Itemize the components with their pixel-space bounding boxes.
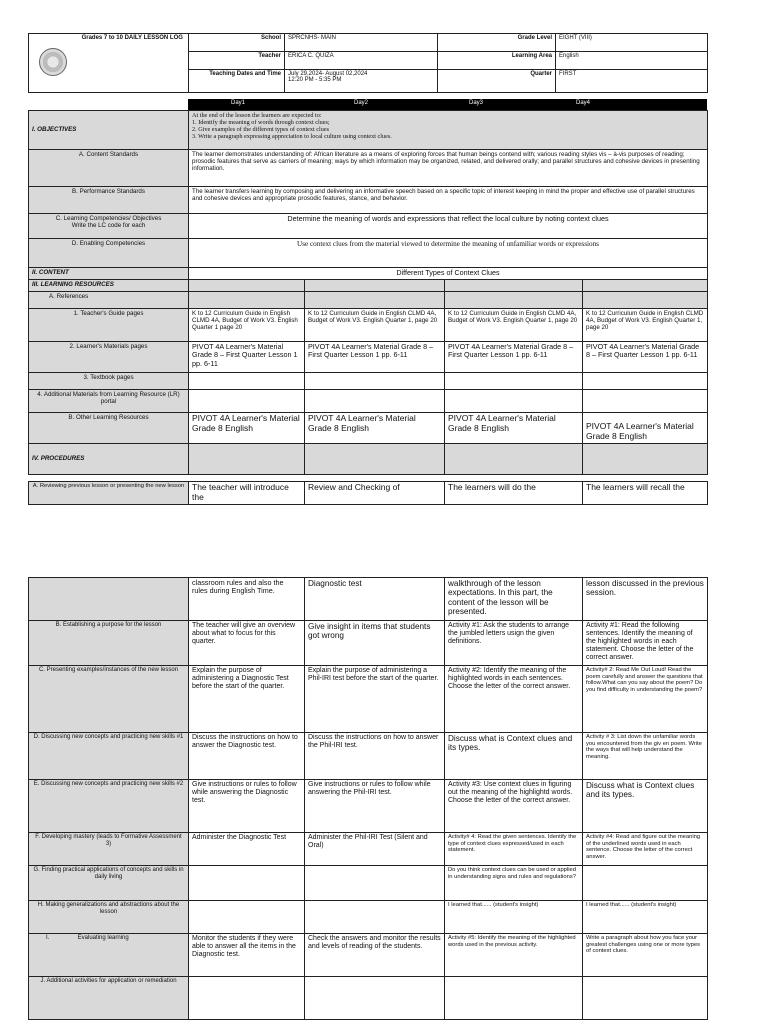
review-cell: classroom rules and also the rules during English Time. <box>189 578 305 621</box>
purpose-cell: Activity #1: Ask the students to arrange the jumbled letters usign the given definitions. <box>445 621 583 666</box>
other-resources-cell: PIVOT 4A Learner's Material Grade 8 English <box>583 413 708 444</box>
presenting-label: C. Presenting examples/instances of the new lesson <box>29 666 189 733</box>
generalizations-cell: I learned that...... (student's insight) <box>445 901 583 934</box>
competencies-row <box>29 214 708 239</box>
school-label: School <box>189 34 285 52</box>
tg-pages-cell: K to 12 Curriculum Guide in English CLMD 4A, Budget of Work V3. English Quarter 1, page 20 <box>583 309 708 342</box>
purpose-cell: Give insight in items that students got wrong <box>305 621 445 666</box>
remediation-row <box>29 977 708 1020</box>
enabling-text: Use context clues from the material viewed to determine the meaning of unfamiliar words or expressions <box>189 239 708 268</box>
review-cell: The teacher will introduce the <box>189 482 305 505</box>
performance-standards-text: The learner transfers learning by composing and delivering an informative speech based on a specific topic of interest keeping in mind the proper and effective use of parallel structures and cohesive devices and appropriate prosodic features, stance, and behavior. <box>189 187 708 214</box>
document-title: Grades 7 to 10 DAILY LESSON LOG <box>77 34 189 93</box>
competencies-text: Determine the meaning of words and expressions that reflect the local culture by noting context clues <box>189 214 708 239</box>
evaluating-title: Evaluating learning <box>77 935 129 941</box>
procedures-label: IV. PROCEDURES <box>29 444 189 475</box>
discussing1-cell: Discuss the instructions on how to answer the Diagnostic test. <box>189 733 305 780</box>
procedures-row <box>29 444 708 475</box>
area-label: Learning Area <box>438 52 556 70</box>
presenting-cell: Explain the purpose of administering a Diagnostic Test before the start of the quarter. <box>189 666 305 733</box>
quarter-label: Quarter <box>438 70 556 93</box>
review-cell: The learners will recall the <box>583 482 708 505</box>
header-table <box>28 33 708 93</box>
lesson-log-table <box>28 110 708 505</box>
discussing2-label: E. Discussing new concepts and practicing new skills #2 <box>29 780 189 833</box>
other-resources-cell: PIVOT 4A Learner's Material Grade 8 English <box>189 413 305 444</box>
references-row <box>29 292 708 309</box>
presenting-row <box>29 666 708 733</box>
presenting-cell: Explain the purpose of administering a Phil-IRI test before the start of the quarter. <box>305 666 445 733</box>
additional-label: 4. Additional Materials from Learning Resource (LR) portal <box>29 390 189 413</box>
discussing1-cell: Activity # 3: List down the unfamiliar words you encountered from the giv en poem. Write the ways that will help understand the meaning. <box>583 733 708 780</box>
teacher-label: Teacher <box>189 52 285 70</box>
lm-pages-cell: PIVOT 4A Learner's Material Grade 8 – First Quarter Lesson 1 pp. 6-11 <box>189 342 305 373</box>
content-row <box>29 268 708 280</box>
textbook-row <box>29 373 708 390</box>
tg-pages-cell: K to 12 Curriculum Guide in English CLMD 4A, Budget of Work V3. English Quarter 1, page 20 <box>445 309 583 342</box>
generalizations-label: H. Making generalizations and abstractions about the lesson <box>29 901 189 934</box>
mastery-cell: Activity #4: Read and figure out the meaning of the underlined words used in each sentence. Choose the letter of the correct answer. <box>583 833 708 866</box>
discussing1-cell: Discuss the instructions on how to answer the Phil-IRI test. <box>305 733 445 780</box>
quarter-value: FIRST <box>556 70 708 93</box>
dates-value <box>285 70 438 93</box>
references-label: A. References <box>29 292 189 309</box>
purpose-row <box>29 621 708 666</box>
presenting-cell: Activity# 2: Read Me Out Loud! Read the poem carefully and answer the questions that follow.What can you say about the poem? Do you find difficulty in understanding the poem? <box>583 666 708 733</box>
textbook-label: 3. Textbook pages <box>29 373 189 390</box>
lm-pages-label: 2. Learner's Materials pages <box>29 342 189 373</box>
resources-label: III. LEARNING RESOURCES <box>29 280 189 292</box>
presenting-cell: Activity #2: Identify the meaning of the highlighted words in each sentences. Choose the letter of the correct answer. <box>445 666 583 733</box>
resources-row <box>29 280 708 292</box>
objectives-intro: At the end of the lesson the learners are expected to: <box>192 112 322 119</box>
day-label: Day2 <box>354 100 369 106</box>
grade-label: Grade Level <box>438 34 556 52</box>
discussing2-cell: Discuss what is Context clues and its types. <box>583 780 708 833</box>
seal-icon <box>39 48 67 76</box>
generalizations-cell: I learned that...... (student's insight) <box>583 901 708 934</box>
other-resources-label: B. Other Learning Resources <box>29 413 189 444</box>
review-cell: The learners will do the <box>445 482 583 505</box>
discussing1-label: D. Discussing new concepts and practicing new skills #1 <box>29 733 189 780</box>
objectives-label: I. OBJECTIVES <box>29 111 189 150</box>
lm-pages-cell: PIVOT 4A Learner's Material Grade 8 – First Quarter Lesson 1 pp. 6-11 <box>305 342 445 373</box>
objective-item: 2. Give examples of the different types of context clues <box>192 126 329 134</box>
content-label: II. CONTENT <box>29 268 189 280</box>
purpose-cell: Activity #1: Read the following sentences. Identify the meaning of the highlighted words in each statement. Choose the letter of the correct answer. <box>583 621 708 666</box>
objectives-text <box>189 111 708 150</box>
day-label: Day4 <box>576 100 591 106</box>
review-cell: Diagnostic test <box>305 578 445 621</box>
discussing2-cell: Give instructions or rules to follow while answering the Phil-IRI test. <box>305 780 445 833</box>
objective-item: 3. Write a paragraph expressing appreciation to local culture using context clues. <box>192 133 392 141</box>
mastery-cell: Activity# 4: Read the given sentences. Identify the type of context clues expressed/used in each statement. <box>445 833 583 866</box>
evaluating-cell: Check the answers and monitor the results and levels of reading of the students. <box>305 934 445 977</box>
content-standards-text: The learner demonstrates understanding of: African literature as a means of exploring forces that human beings contend with; various reading styles vis – à-vis purposes of reading; prosodic features that serve as carriers of meaning; ways by which information may be organized, related, and delivered orally; and parallel structures and cohesive devices in presenting information. <box>189 150 708 187</box>
performance-standards-row <box>29 187 708 214</box>
school-value: SPRCNHS- MAIN <box>285 34 438 52</box>
mastery-label: F. Developing mastery (leads to Formative Assessment 3) <box>29 833 189 866</box>
review-cell: lesson discussed in the previous session. <box>583 578 708 621</box>
mastery-cell: Administer the Phil-IRI Test (Silent and Oral) <box>305 833 445 866</box>
purpose-cell: The teacher will give an overview about what to focus for this quarter. <box>189 621 305 666</box>
lesson-log-table-continued <box>28 577 708 1020</box>
enabling-row <box>29 239 708 268</box>
evaluating-label <box>29 934 189 977</box>
deped-seal <box>29 34 77 93</box>
review-cell: walkthrough of the lesson expectations. In this part, the content of the lesson will be presented. <box>445 578 583 621</box>
tg-pages-cell: K to 12 Curriculum Guide in English CLMD 4A, Budget of Work V3. English Quarter 1 page 20 <box>189 309 305 342</box>
purpose-label: B. Establishing a purpose for the lesson <box>29 621 189 666</box>
grade-value: EIGHT (VIII) <box>556 34 708 52</box>
content-standards-row <box>29 150 708 187</box>
generalizations-row <box>29 901 708 934</box>
evaluating-cell: Write a paragraph about how you face your greatest challenges using one or more types of context clues. <box>583 934 708 977</box>
review-label: A. Reviewing previous lesson or presenting the new lesson <box>29 482 189 505</box>
discussing1-row <box>29 733 708 780</box>
evaluating-cell: Monitor the students if they were able to answer all the items in the Diagnostic test. <box>189 934 305 977</box>
mastery-row <box>29 833 708 866</box>
lm-pages-row <box>29 342 708 373</box>
time-range: 12:20 PM - 5:35 PM <box>288 77 342 83</box>
applications-row <box>29 866 708 901</box>
tg-pages-cell: K to 12 Curriculum Guide in English CLMD 4A, Budget of Work V3. English Quarter 1, page 20 <box>305 309 445 342</box>
lm-pages-cell: PIVOT 4A Learner's Material Grade 8 – First Quarter Lesson 1 pp. 6-11 <box>583 342 708 373</box>
content-text: Different Types of Context Clues <box>189 268 708 280</box>
day-header-bar <box>188 99 707 110</box>
competencies-sublabel: Write the LC code for each <box>71 222 146 230</box>
objectives-row <box>29 111 708 150</box>
other-resources-cell: PIVOT 4A Learner's Material Grade 8 English <box>445 413 583 444</box>
other-resources-cell: PIVOT 4A Learner's Material Grade 8 English <box>305 413 445 444</box>
competencies-label <box>29 214 189 239</box>
lm-pages-cell: PIVOT 4A Learner's Material Grade 8 – First Quarter Lesson 1 pp. 6-11 <box>445 342 583 373</box>
competencies-title: C. Learning Competencies/ Objectives <box>55 215 162 222</box>
teacher-value: ERICA C. QUIZA <box>285 52 438 70</box>
area-value: English <box>556 52 708 70</box>
review-cell: Review and Checking of <box>305 482 445 505</box>
additional-row <box>29 390 708 413</box>
evaluating-cell: Activity #5: Identify the meaning of the highlighted words used in the previous activity. <box>445 934 583 977</box>
performance-standards-label: B. Performance Standards <box>29 187 189 214</box>
remediation-label: J. Additional activities for application or remediation <box>29 977 189 1020</box>
applications-cell: Do you think context clues can be used or applied in understanding signs and rules and regulations? <box>445 866 583 901</box>
discussing2-cell: Activity #3: Use context clues in figuring out the meaning of the highlightd words. Choose the letter of the correct answer. <box>445 780 583 833</box>
day-label: Day1 <box>231 100 246 106</box>
content-standards-label: A. Content Standards <box>29 150 189 187</box>
review-continued-row <box>29 578 708 621</box>
discussing2-row <box>29 780 708 833</box>
tg-pages-label: 1. Teacher's Guide pages <box>29 309 189 342</box>
applications-label: G. Finding practical applications of concepts and skills in daily living <box>29 866 189 901</box>
review-row <box>29 482 708 505</box>
evaluating-num: I. <box>46 935 50 941</box>
dates-range: July 29,2024- August 02,2024 <box>288 71 368 77</box>
discussing2-cell: Give instructions or rules to follow while answering the Diagnostic test. <box>189 780 305 833</box>
dates-label: Teaching Dates and Time <box>189 70 285 93</box>
discussing1-cell: Discuss what is Context clues and its types. <box>445 733 583 780</box>
evaluating-row <box>29 934 708 977</box>
enabling-label: D. Enabling Competencies <box>29 239 189 268</box>
other-resources-row <box>29 413 708 444</box>
objective-item: 1. Identify the meaning of words through context clues; <box>192 119 330 127</box>
tg-pages-row <box>29 309 708 342</box>
day-label: Day3 <box>469 100 484 106</box>
mastery-cell: Administer the Diagnostic Test <box>189 833 305 866</box>
